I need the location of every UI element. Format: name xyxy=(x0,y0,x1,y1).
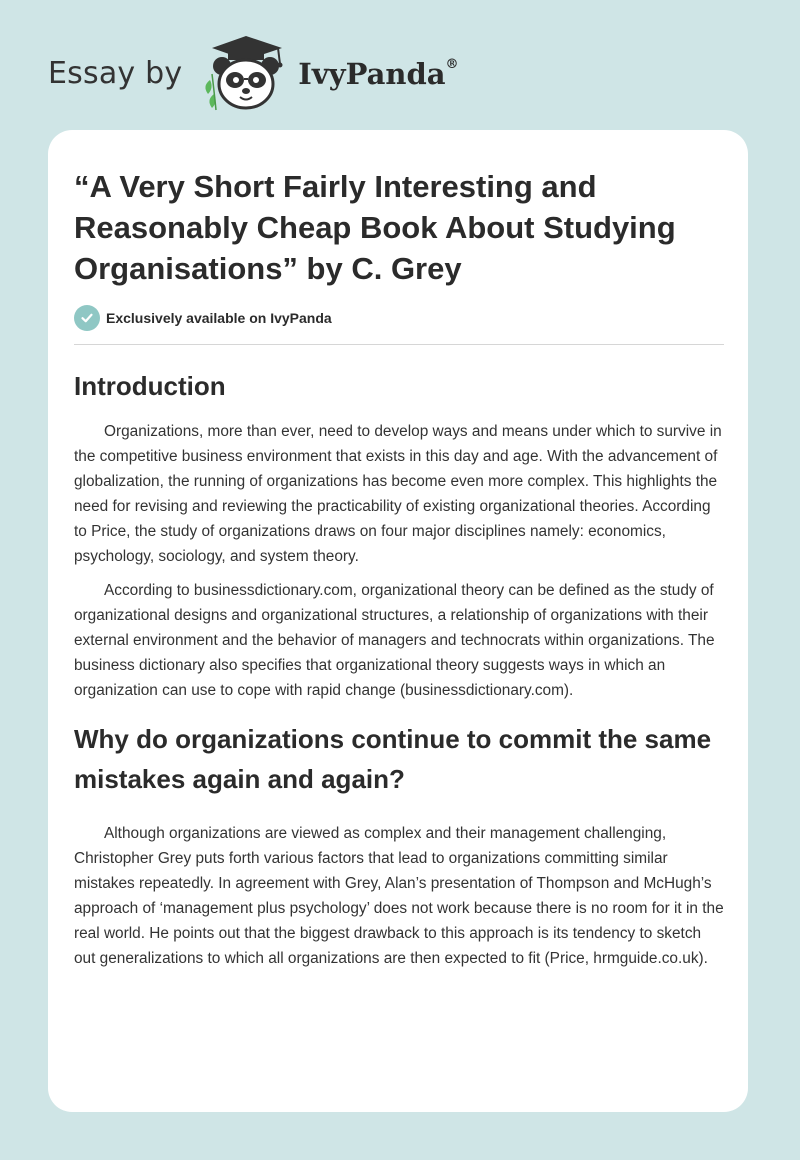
paragraph: According to businessdictionary.com, organizational theory can be defined as the study of organizational designs and organizational structures, a relationship of organizations with their external environment and the behavior of managers and technocrats within organizations. The business dictionary also specifies that organizational theory suggests ways in which an organization can use to cope with rapid change (businessdictionary.com). xyxy=(74,582,715,699)
site-header xyxy=(48,34,459,114)
check-circle-icon xyxy=(74,305,100,331)
essay-content xyxy=(74,166,724,971)
essay-by-label: Essay by xyxy=(48,56,183,91)
exclusive-badge xyxy=(74,305,724,331)
panda-logo-icon[interactable] xyxy=(194,34,294,114)
section-heading-why-mistakes: Why do organizations continue to commit the same mistakes again and again? xyxy=(74,724,712,794)
essay-card xyxy=(48,130,748,1112)
exclusive-label: Exclusively available on IvyPanda xyxy=(106,310,332,326)
brand-text: IvyPanda xyxy=(298,56,446,91)
paragraph: Although organizations are viewed as complex and their management challenging, Christopher Grey puts forth various factors that lead to organizations committing similar mistakes repeatedly. In agreement with Grey, Alan’s presentation of Thompson and McHugh’s approach of ‘management plus psychology’ does not work because there is no room for it in the real world. He points out that the biggest drawback to this approach is its tendency to sketch out generalizations to which all organizations are then expected to fit (Price, hrmguide.co.uk). xyxy=(74,825,724,967)
title-divider xyxy=(74,344,724,345)
paragraph: Organizations, more than ever, need to develop ways and means under which to survive in the competitive business environment that exists in this day and age. With the advancement of globalization, the running of organizations has become even more complex. This highlights the need for revising and reviewing the practicability of existing organizational theories. According to Price, the study of organizations draws on four major disciplines namely: economics, psychology, sociology, and system theory. xyxy=(74,423,722,565)
registered-mark: ® xyxy=(445,56,459,72)
brand-name xyxy=(298,56,459,91)
section-heading-introduction: Introduction xyxy=(74,371,226,401)
essay-title: “A Very Short Fairly Interesting and Reasonably Cheap Book About Studying Organisations” by C. Grey xyxy=(74,169,676,286)
